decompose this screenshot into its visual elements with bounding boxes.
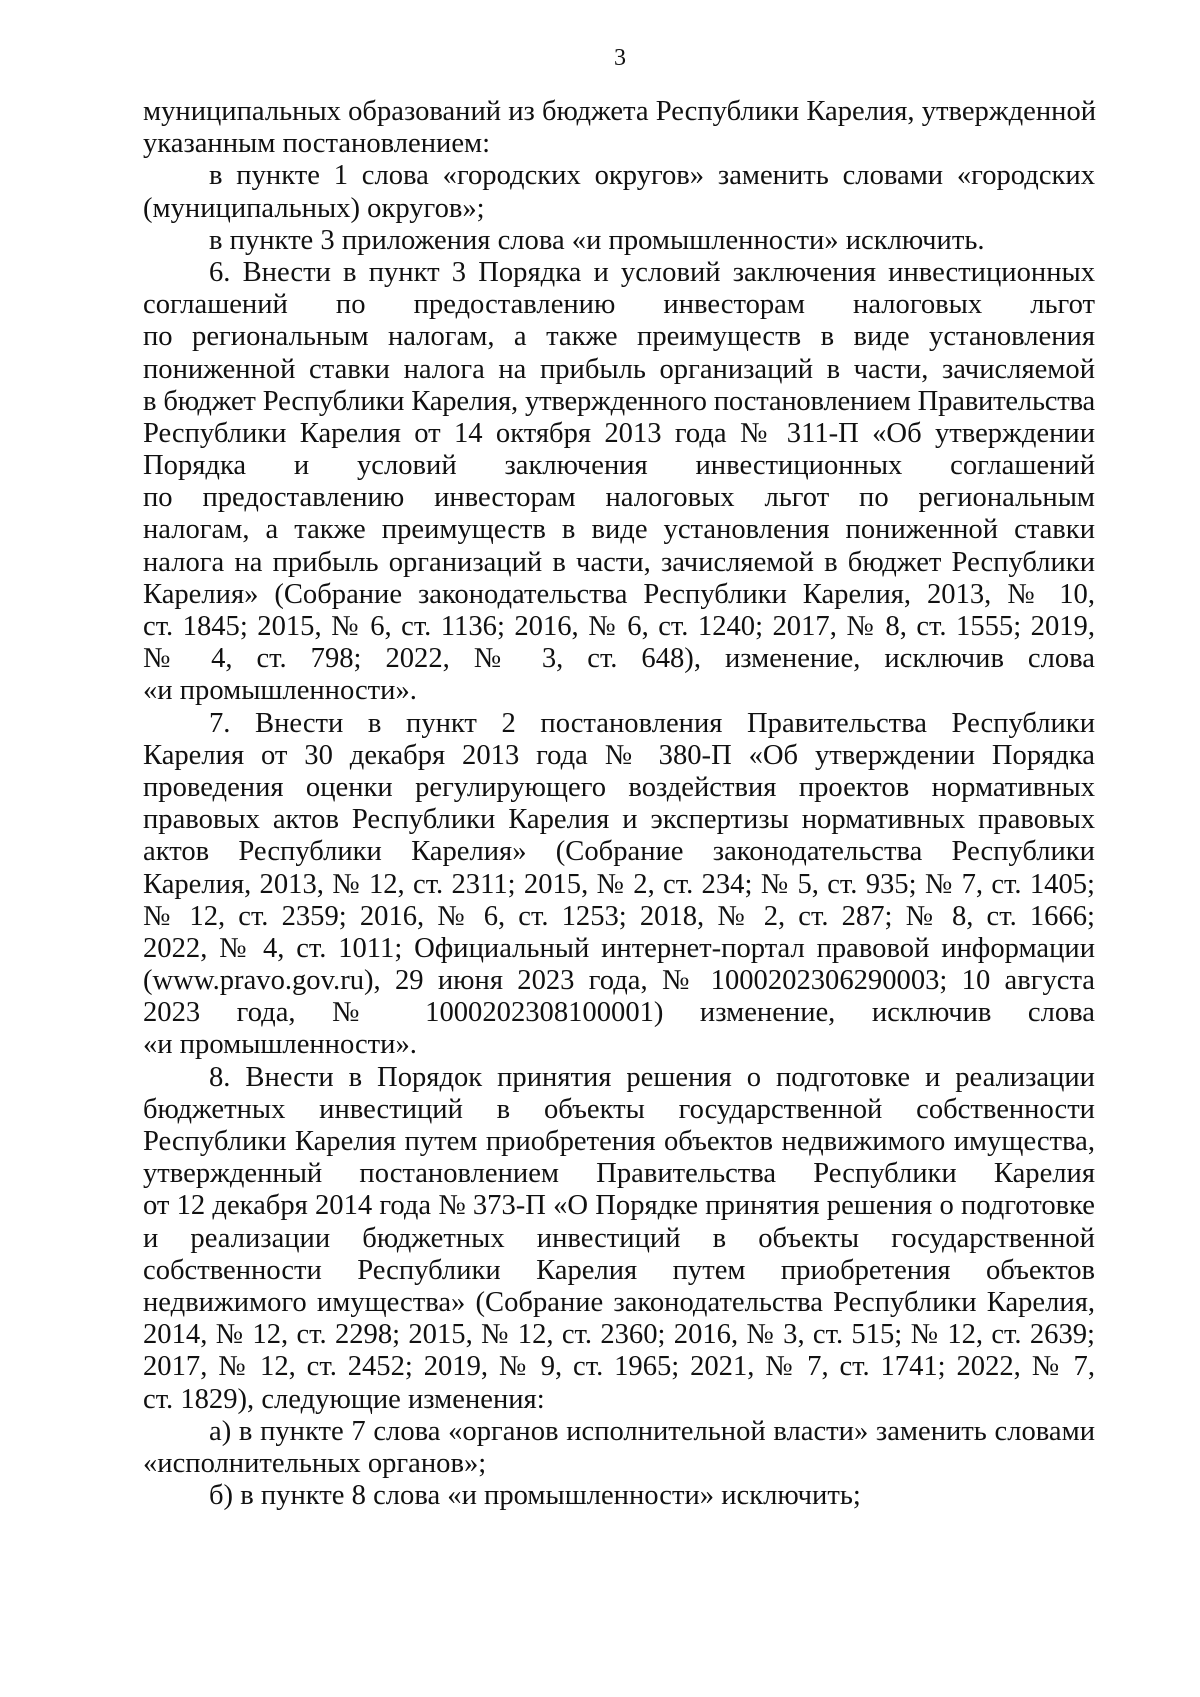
text-line: налога на прибыль организаций в части, зачисляемой в бюджет Республики <box>143 546 1095 578</box>
text-line: по региональным налогам, а также преимуществ в виде установления <box>143 321 1095 353</box>
text-line: муниципальных образований из бюджета Республики Карелия, утвержденной <box>143 96 1097 127</box>
text-line: недвижимого имущества» (Собрание законодательства Республики Карелия, <box>143 1286 1095 1318</box>
text-line: пониженной ставки налога на прибыль организаций в части, зачисляемой <box>143 353 1095 385</box>
text-line: № 12, ст. 2359; 2016, № 6, ст. 1253; 2018, № 2, ст. 287; № 8, ст. 1666; <box>143 900 1095 932</box>
document-body <box>143 96 1095 1512</box>
text-line: 2023 года, № 1000202308100001) изменение, исключив слова <box>143 997 1095 1029</box>
text-line: и реализации бюджетных инвестиций в объекты государственной <box>143 1222 1095 1254</box>
text-line: 2014, № 12, ст. 2298; 2015, № 12, ст. 2360; 2016, № 3, ст. 515; № 12, ст. 2639; <box>143 1319 1095 1351</box>
text-line: в пункте 1 слова «городских округов» заменить словами «городских <box>209 160 1095 192</box>
text-line: «исполнительных органов»; <box>143 1447 487 1479</box>
text-line: Порядка и условий заключения инвестиционных соглашений <box>143 450 1095 482</box>
text-line: бюджетных инвестиций в объекты государственной собственности <box>143 1093 1095 1125</box>
text-line: 2022, № 4, ст. 1011; Официальный интернет-портал правовой информации <box>143 932 1095 964</box>
text-line: Карелия» (Собрание законодательства Республики Карелия, 2013, № 10, <box>143 578 1095 610</box>
text-line: по предоставлению инвесторам налоговых льгот по региональным <box>143 482 1095 514</box>
text-line: 2017, № 12, ст. 2452; 2019, № 9, ст. 1965; 2021, № 7, ст. 1741; 2022, № 7, <box>143 1351 1095 1383</box>
page-number: 3 <box>614 45 626 71</box>
text-line: соглашений по предоставлению инвесторам налоговых льгот <box>143 289 1095 321</box>
text-line: налогам, а также преимуществ в виде установления пониженной ставки <box>143 514 1095 546</box>
text-line: Республики Карелия от 14 октября 2013 года № 311-П «Об утверждении <box>143 417 1095 449</box>
text-line: 6. Внести в пункт 3 Порядка и условий заключения инвестиционных <box>209 256 1095 288</box>
text-line: № 4, ст. 798; 2022, № 3, ст. 648), изменение, исключив слова <box>143 643 1095 675</box>
text-line: утвержденный постановлением Правительства Республики Карелия <box>143 1158 1095 1190</box>
text-line: в бюджет Республики Карелия, утвержденного постановлением Правительства <box>143 385 1095 417</box>
text-line: собственности Республики Карелия путем приобретения объектов <box>143 1254 1095 1286</box>
text-line: правовых актов Республики Карелия и экспертизы нормативных правовых <box>143 804 1095 836</box>
text-line: ст. 1845; 2015, № 6, ст. 1136; 2016, № 6, ст. 1240; 2017, № 8, ст. 1555; 2019, <box>143 611 1095 642</box>
text-line: ст. 1829), следующие изменения: <box>143 1383 545 1415</box>
text-line: проведения оценки регулирующего воздействия проектов нормативных <box>143 771 1095 803</box>
text-line: в пункте 3 приложения слова «и промышленности» исключить. <box>209 224 985 256</box>
text-line: Карелия от 30 декабря 2013 года № 380-П «Об утверждении Порядка <box>143 739 1095 771</box>
text-line: Республики Карелия путем приобретения объектов недвижимого имущества, <box>143 1126 1095 1157</box>
text-line: б) в пункте 8 слова «и промышленности» исключить; <box>209 1480 861 1512</box>
text-line: (www.pravo.gov.ru), 29 июня 2023 года, № 1000202306290003; 10 августа <box>143 965 1095 997</box>
text-line: «и промышленности». <box>143 675 417 707</box>
text-line: «и промышленности». <box>143 1029 417 1061</box>
text-line: 7. Внести в пункт 2 постановления Правительства Республики <box>209 707 1095 739</box>
text-line: актов Республики Карелия» (Собрание законодательства Республики <box>143 836 1095 868</box>
text-line: 8. Внести в Порядок принятия решения о подготовке и реализации <box>209 1061 1095 1093</box>
text-line: Карелия, 2013, № 12, ст. 2311; 2015, № 2, ст. 234; № 5, ст. 935; № 7, ст. 1405; <box>143 868 1095 900</box>
text-line: (муниципальных) округов»; <box>143 192 485 224</box>
text-line: от 12 декабря 2014 года № 373-П «О Порядке принятия решения о подготовке <box>143 1190 1095 1222</box>
text-line: указанным постановлением: <box>143 128 491 160</box>
text-line: а) в пункте 7 слова «органов исполнительной власти» заменить словами <box>209 1415 1095 1447</box>
